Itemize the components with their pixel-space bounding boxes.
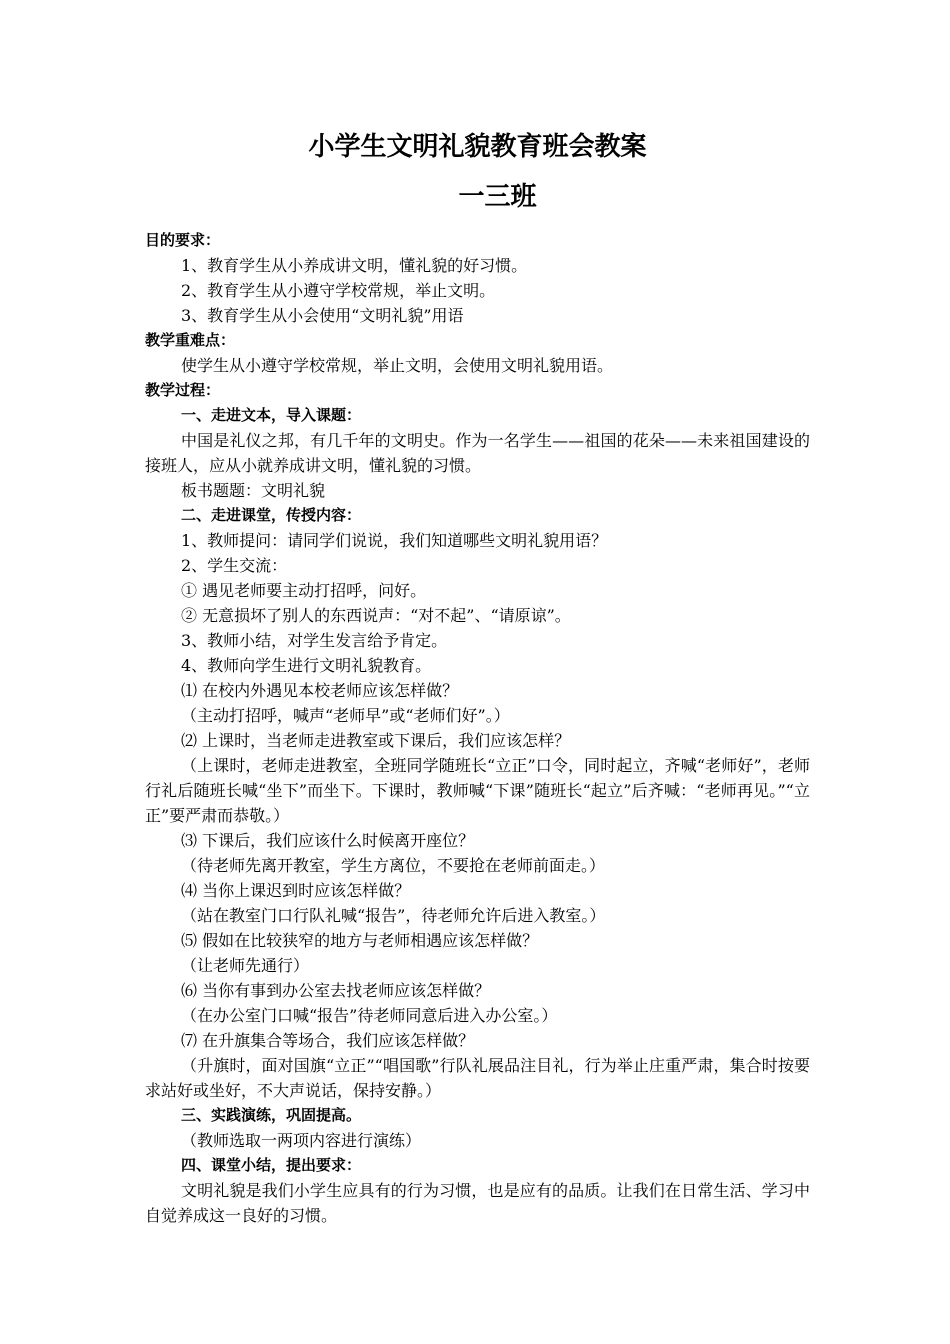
answer: （待老师先离开教室，学生方离位，不要抢在老师前面走。） (181, 856, 606, 875)
answer: （让老师先通行） (181, 956, 310, 975)
question: ⑶ 下课后，我们应该什么时候离开座位？ (181, 831, 475, 850)
key-text: 使学生从小遵守学校常规，举止文明，会使用文明礼貌用语。 (181, 356, 614, 375)
part2-line: 3、教师小结，对学生发言给予肯定。 (181, 631, 448, 650)
question: ⑺ 在升旗集合等场合，我们应该怎样做？ (181, 1031, 475, 1050)
goals-section (145, 228, 810, 328)
answer: （上课时，老师走进教室，全班同学随班长“立正”口令，同时起立，齐喊“老师好”，老师行礼后随班长喊“坐下”而坐下。下课时，教师喊“下课”随班长“起立”后齐喊：“老师再见。”“立正”要严肃而恭敬。） (145, 756, 810, 825)
part2-heading: 二、走进课堂，传授内容： (181, 506, 362, 524)
question: ⑹ 当你有事到办公室去找老师应该怎样做？ (181, 981, 491, 1000)
part1-board: 板书题题：文明礼貌 (181, 481, 326, 500)
question: ⑸ 假如在比较狭窄的地方与老师相遇应该怎样做？ (181, 931, 539, 950)
class-name: 一三班 (458, 182, 537, 212)
part3-text: （教师选取一两项内容进行演练） (181, 1131, 422, 1150)
part4-text: 文明礼貌是我们小学生应具有的行为习惯，也是应有的品质。让我们在日常生活、学习中自觉养成这一良好的习惯。 (145, 1181, 810, 1225)
question: ⑴ 在校内外遇见本校老师应该怎样做？ (181, 681, 459, 700)
answer: （主动打招呼，喊声“老师早”或“老师们好”。） (181, 706, 510, 725)
goal-item: 2、教育学生从小遵守学校常规，举止文明。 (181, 281, 496, 300)
process-section (145, 378, 810, 1228)
part2-line: 1、教师提问：请同学们说说，我们知道哪些文明礼貌用语？ (181, 531, 608, 550)
goals-heading: 目的要求： (145, 231, 221, 249)
part1-heading: 一、走进文本，导入课题： (181, 406, 362, 424)
part3-heading: 三、实践演练，巩固提高。 (181, 1106, 362, 1124)
part2-line: 4、教师向学生进行文明礼貌教育。 (181, 656, 432, 675)
answer: （站在教室门口行队礼喊“报告”，待老师允许后进入教室。） (181, 906, 606, 925)
goal-item: 1、教育学生从小养成讲文明，懂礼貌的好习惯。 (181, 256, 528, 275)
part2-line: ② 无意损坏了别人的东西说声：“对不起”、“请原谅”。 (181, 606, 571, 625)
answer: （在办公室门口喊“报告”待老师同意后进入办公室。） (181, 1006, 558, 1025)
key-section (145, 328, 810, 378)
question: ⑵ 上课时，当老师走进教室或下课后，我们应该怎样？ (181, 731, 571, 750)
document-page (145, 128, 810, 1228)
part4-heading: 四、课堂小结，提出要求： (181, 1156, 362, 1174)
question: ⑷ 当你上课迟到时应该怎样做？ (181, 881, 411, 900)
part1-text: 中国是礼仪之邦，有几千年的文明史。作为一名学生——祖国的花朵——未来祖国建设的接班人，应从小就养成讲文明，懂礼貌的习惯。 (145, 431, 810, 475)
process-heading: 教学过程： (145, 381, 221, 399)
goal-item: 3、教育学生从小会使用“文明礼貌”用语 (181, 306, 464, 325)
document-title: 小学生文明礼貌教育班会教案 (308, 132, 647, 162)
key-heading: 教学重难点： (145, 331, 236, 349)
part2-line: 2、学生交流： (181, 556, 288, 575)
part2-line: ① 遇见老师要主动打招呼，问好。 (181, 581, 427, 600)
answer: （升旗时，面对国旗“立正”“唱国歌”行队礼展品注目礼，行为举止庄重严肃，集合时按要求站好或坐好，不大声说话，保持安静。） (145, 1056, 810, 1100)
